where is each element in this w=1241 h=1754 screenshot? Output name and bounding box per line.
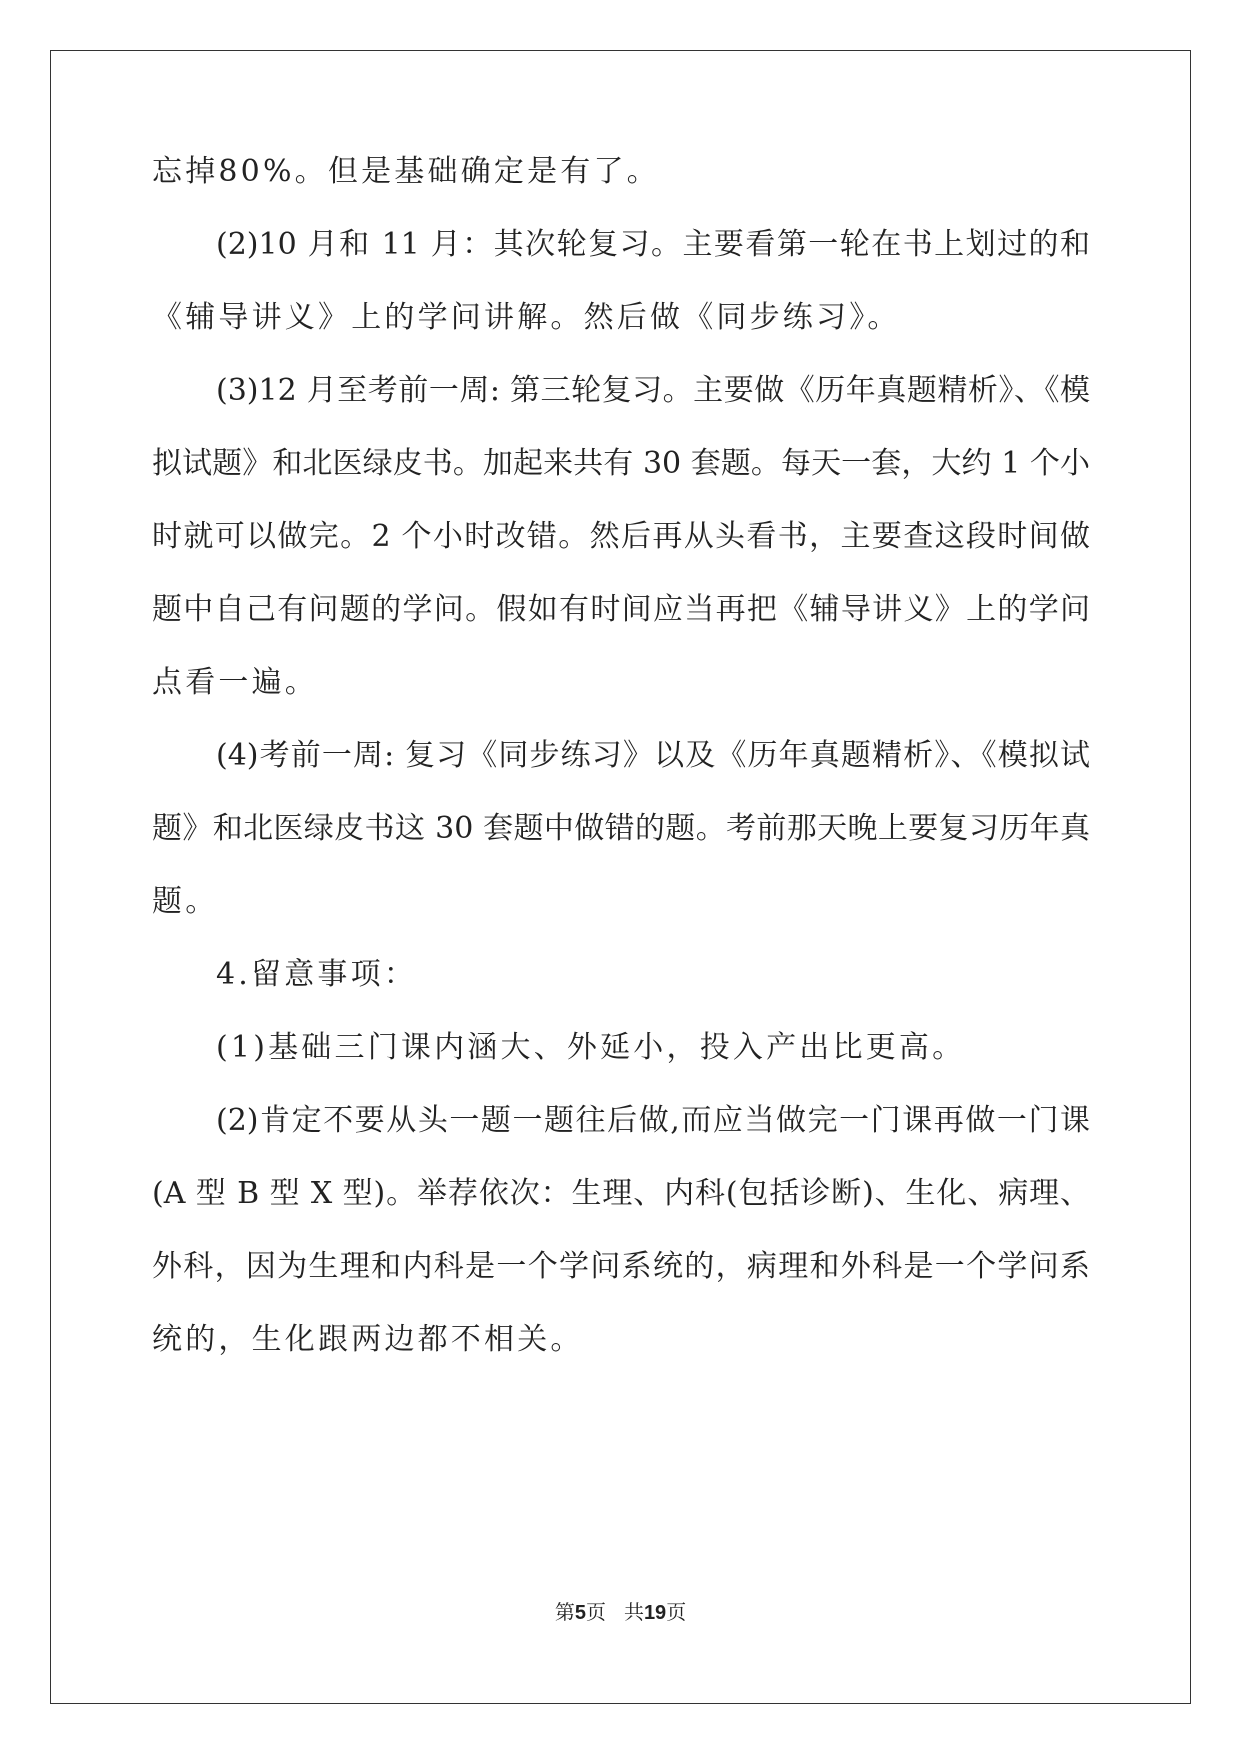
text-line: (2)10 月和 11 月：其次轮复习。主要看第一轮在书上划过的和 bbox=[216, 227, 1090, 262]
text-line: (A 型 B 型 X 型)。举荐依次：生理、内科(包括诊断)、生化、病理、 bbox=[152, 1176, 1090, 1211]
text-line: (3)12 月至考前一周: 第三轮复习。主要做《历年真题精析》、《模 bbox=[216, 373, 1090, 408]
text-line: 拟试题》和北医绿皮书。加起来共有 30 套题。每天一套，大约 1 个小 bbox=[152, 446, 1090, 481]
text-line: 忘掉80%。但是基础确定是有了。 bbox=[152, 154, 660, 189]
text-line: 题。 bbox=[152, 884, 219, 919]
page-footer bbox=[0, 1598, 1241, 1627]
text-line: 统的，生化跟两边都不相关。 bbox=[152, 1322, 584, 1357]
text-line: 时就可以做完。2 个小时改错。然后再从头看书，主要查这段时间做 bbox=[152, 519, 1090, 554]
text-line: 题中自己有问题的学问。假如有时间应当再把《辅导讲义》上的学问 bbox=[152, 592, 1090, 627]
total-label-suffix: 页 bbox=[666, 1600, 687, 1624]
text-line: 《辅导讲义》上的学问讲解。然后做《同步练习》。 bbox=[152, 300, 901, 335]
page-label-prefix: 第 bbox=[554, 1600, 575, 1624]
text-line: (4)考前一周: 复习《同步练习》以及《历年真题精析》、《模拟试 bbox=[216, 738, 1090, 773]
current-page-number: 5 bbox=[574, 1602, 586, 1624]
text-line: 题》和北医绿皮书这 30 套题中做错的题。考前那天晚上要复习历年真 bbox=[152, 811, 1090, 846]
page-label-suffix: 页 bbox=[585, 1600, 606, 1624]
text-line: 点看一遍。 bbox=[152, 665, 318, 700]
text-line: 外科，因为生理和内科是一个学问系统的，病理和外科是一个学问系 bbox=[152, 1249, 1090, 1284]
total-label-prefix: 共 bbox=[623, 1600, 644, 1624]
section-heading: 4.留意事项： bbox=[216, 957, 418, 992]
text-line: (2)肯定不要从头一题一题往后做,而应当做完一门课再做一门课 bbox=[216, 1103, 1090, 1138]
text-line: (1)基础三门课内涵大、外延小，投入产出比更高。 bbox=[216, 1030, 966, 1065]
total-page-number: 19 bbox=[643, 1602, 667, 1624]
